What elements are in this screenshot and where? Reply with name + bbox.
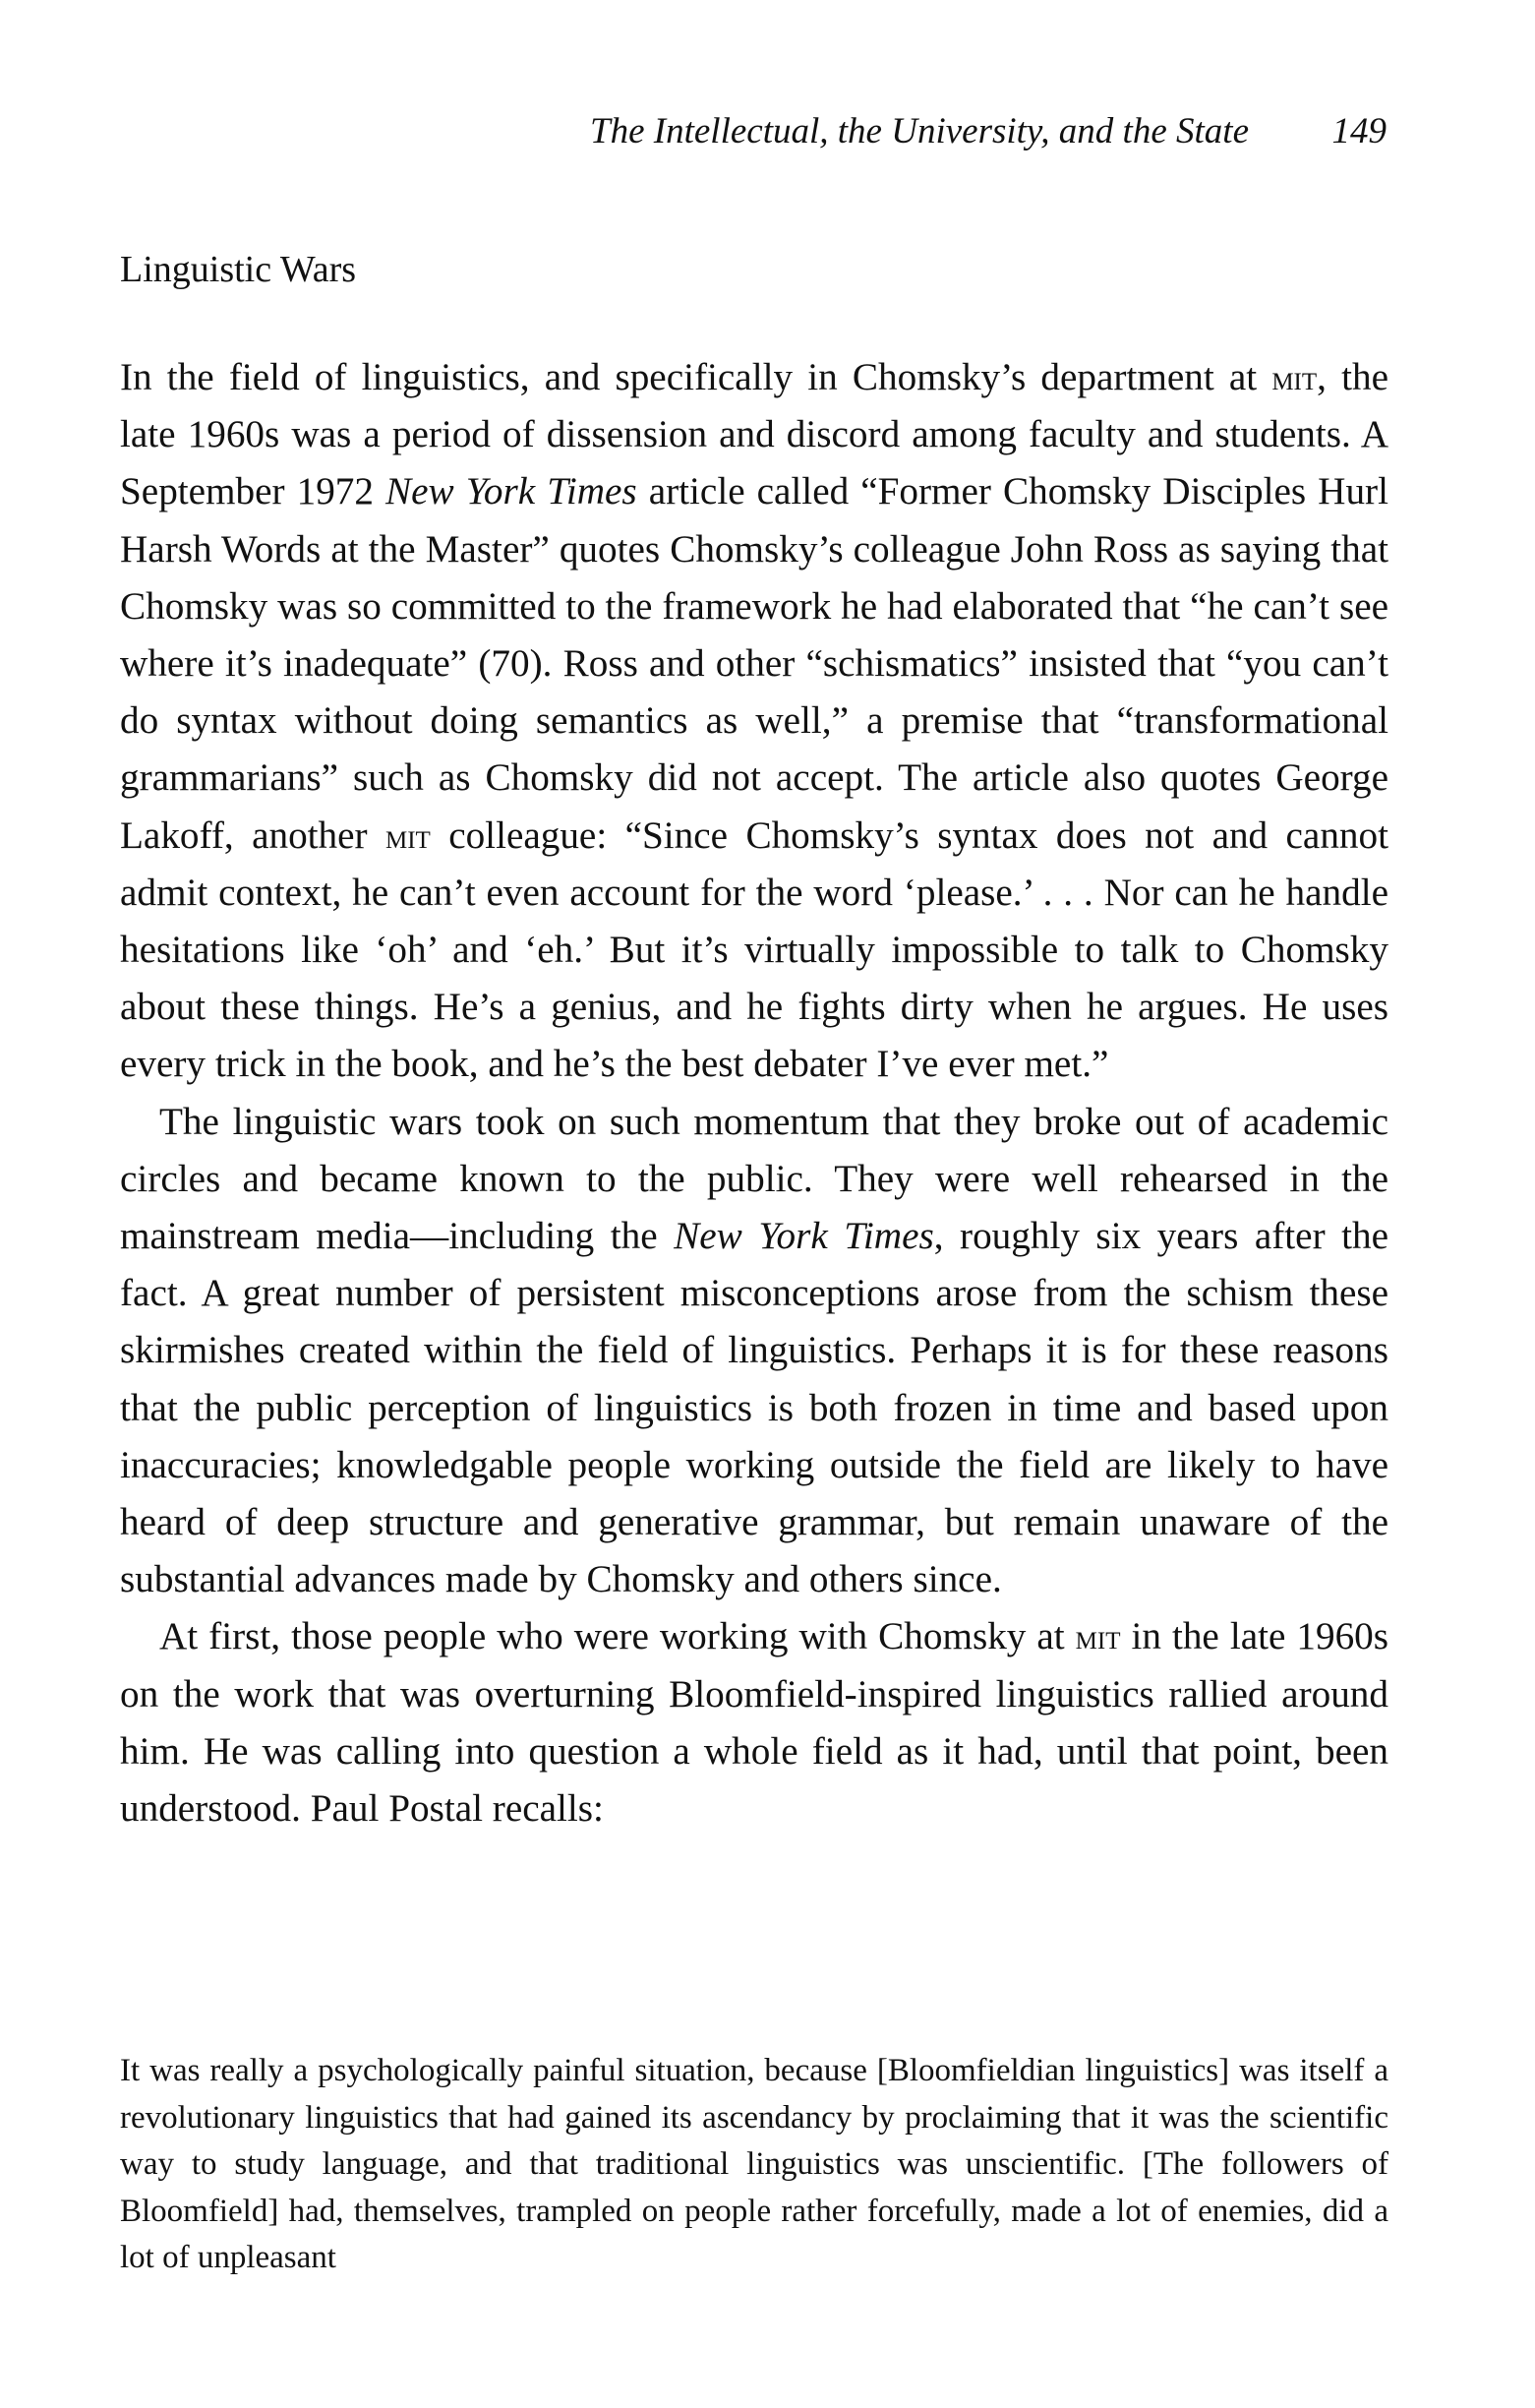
paragraph-2	[120, 1094, 1388, 1609]
paragraph-1-text-1: In the field of linguistics, and specifically in Chomsky’s department at	[120, 356, 1272, 398]
paragraph-1-text-2: , the late 1960s was a period of dissension and discord among faculty and students. A September 1972	[120, 356, 1388, 513]
paragraph-1	[120, 349, 1388, 1094]
mit-abbrev: mit	[384, 815, 431, 856]
paragraph-2-text-1: The linguistic wars took on such momentum that they broke out of academic circles and became known to the public. They were well rehearsed in the mainstream media—including the	[120, 1100, 1388, 1258]
block-quote-text: It was really a psychologically painful situation, because [Bloomfieldian linguistics] was itself a revolutionary linguistics that had gained its ascendancy by proclaiming that it was the scientific way to study language, and that traditional linguistics was unscientific. [The followers of Bloomfield] had, themselves, trampled on people rather forcefully, made a lot of enemies, did a lot of unpleasant	[120, 2053, 1388, 2275]
newspaper-title: New York Times	[674, 1215, 934, 1258]
running-title: The Intellectual, the University, and the State	[590, 111, 1249, 151]
section-heading: Linguistic Wars	[120, 249, 357, 290]
paragraph-2-text-2: , roughly six years after the fact. A great number of persistent misconceptions arose from the schism these skirmishes created within the field of linguistics. Perhaps it is for these reasons that the public perception of linguistics is both frozen in time and based upon inaccuracies; knowledgable people working outside the field are likely to have heard of deep structure and generative grammar, but remain unaware of the substantial advances made by Chomsky and others since.	[120, 1215, 1388, 1601]
paragraph-3-text-1: At first, those people who were working with Chomsky at	[159, 1615, 1076, 1658]
mit-abbrev: mit	[1075, 1617, 1121, 1657]
paragraph-1-text-3: article called “Former Chomsky Disciples Hurl Harsh Words at the Master” quotes Chomsky’s colleague John Ross as saying that Chomsky was so committed to the framework he had elaborated that “he can’t see where it’s inadequate” (70). Ross and other “schismatics” insisted that “you can’t do syntax without doing semantics as well,” a premise that “transformational grammarians” such as Chomsky did not accept. The article also quotes George Lakoff, another	[120, 470, 1388, 857]
body-text	[120, 349, 1388, 1837]
paragraph-3-text-2: in the late 1960s on the work that was overturning Bloomfield-inspired linguistics rallied around him. He was calling into question a whole field as it had, until that point, been understood. Paul Postal recalls:	[120, 1615, 1389, 1831]
running-head	[118, 110, 1387, 159]
mit-abbrev: mit	[1271, 358, 1318, 397]
block-quote	[120, 2048, 1388, 2282]
newspaper-title: New York Times	[385, 470, 637, 513]
page-number: 149	[1331, 111, 1387, 151]
paragraph-3	[120, 1608, 1388, 1837]
paragraph-1-text-4: colleague: “Since Chomsky’s syntax does not and cannot admit context, he can’t even account for the word ‘please.’ . . . Nor can he handle hesitations like ‘oh’ and ‘eh.’ But it’s virtually impossible to talk to Chomsky about these things. He’s a genius, and he fights dirty when he argues. He uses every trick in the book, and he’s the best debater I’ve ever met.”	[120, 813, 1388, 1086]
